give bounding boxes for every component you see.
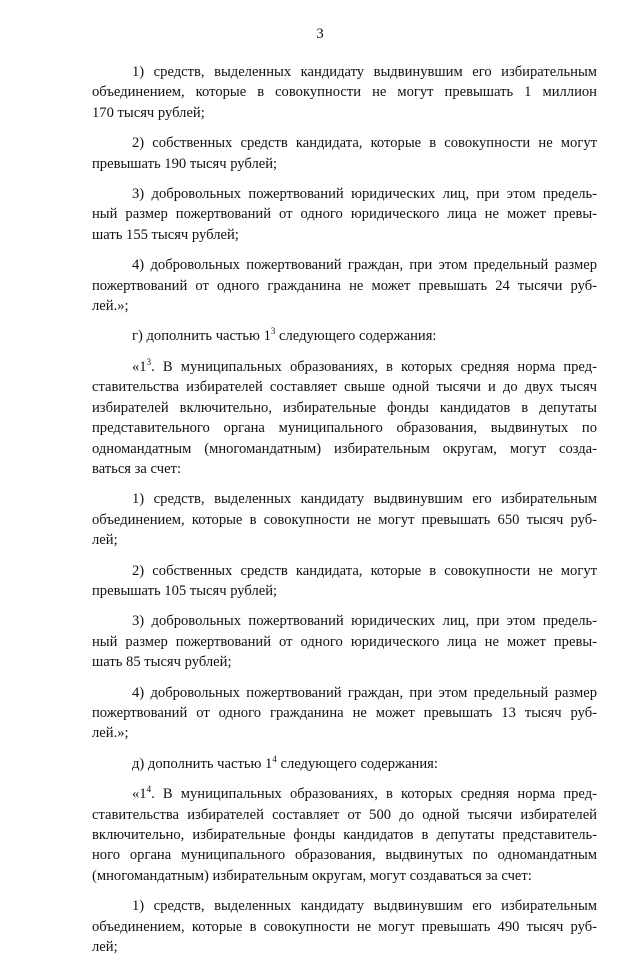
text-line: ставительства избирателей составляет свыше одной тысячи и до двух тысяч [92,379,597,396]
paragraph [92,754,597,774]
text-line: лей.»; [92,725,129,742]
text-line [92,754,597,774]
paragraph [92,683,597,744]
text-line: 170 тысяч рублей; [92,104,205,121]
page-number: 3 [316,26,324,42]
text-line: 3) добровольных пожертвований юридических лиц, при этом предель- [132,186,597,203]
text-run: «1 [132,358,147,375]
text-line [92,784,597,804]
text-line: пожертвований от одного гражданина не может превышать 13 тысяч руб- [92,704,597,721]
text-line: шать 85 тысяч рублей; [92,654,232,671]
text-line: 3) добровольных пожертвований юридических лиц, при этом предель- [132,613,597,630]
text-line: 1) средств, выделенных кандидату выдвинувшим его избирательным [132,64,597,80]
paragraph [92,896,597,957]
text-line: ного органа муниципального образования, выдвинутых по одномандатным [92,847,597,864]
document-body [92,62,597,967]
text-line: лей.»; [92,298,129,315]
text-line: 4) добровольных пожертвований граждан, при этом предельный размер [132,257,597,274]
text-line [92,357,597,377]
paragraph [92,611,597,672]
text-line: 1) средств, выделенных кандидату выдвинувшим его избирательным [132,898,597,915]
text-line: объединением, которые в совокупности не могут превышать 1 миллион [92,84,597,101]
superscript: 3 [270,326,276,337]
text-run: . В муниципальных образованиях, в которых средняя норма пред- [151,786,597,803]
text-line: ставительства избирателей составляет от 500 до одной тысячи избирателей [92,806,597,823]
text-line: одномандатным (многомандатным) избирательным округам, могут созда- [92,440,597,457]
text-line: шать 155 тысяч рублей; [92,226,239,243]
text-line [92,326,597,346]
text-line: превышать 105 тысяч рублей; [92,582,278,599]
paragraph [92,561,597,602]
text-line: избирателей включительно, избирательные фонды кандидатов в депутаты [92,399,597,416]
paragraph [92,357,597,479]
text-line: превышать 190 тысяч рублей; [92,155,278,172]
superscript: 4 [272,753,277,764]
text-line: лей; [92,532,118,549]
text-run: следующего содержания: [276,755,438,772]
paragraph [92,62,597,123]
paragraph [92,784,597,886]
text-run: следующего содержания: [275,328,437,345]
text-line: ваться за счет: [92,460,181,477]
text-line: представительного органа муниципального образования, выдвинутых по [92,420,597,437]
paragraph [92,489,597,550]
paragraph [92,255,597,316]
paragraph [92,184,597,245]
text-run: г) дополнить частью 1 [132,328,271,345]
text-line: 4) добровольных пожертвований граждан, при этом предельный размер [132,684,597,701]
text-line: 2) собственных средств кандидата, которые в совокупности не могут [132,562,597,579]
paragraph [92,133,597,174]
paragraph [92,326,597,346]
text-line: включительно, избирательные фонды кандидатов в депутаты представитель- [92,827,597,843]
text-line: ный размер пожертвований от одного юридического лица не может превы- [92,633,597,650]
text-line: (многомандатным) избирательным округам, могут создаваться за счет: [92,867,532,884]
text-line: пожертвований от одного гражданина не может превышать 24 тысячи руб- [92,277,597,294]
text-run: «1 [132,786,147,803]
text-line: 1) средств, выделенных кандидату выдвинувшим его избирательным [132,491,597,508]
text-line: объединением, которые в совокупности не могут превышать 490 тысяч руб- [92,918,597,935]
superscript: 3 [146,357,152,368]
text-line: ный размер пожертвований от одного юридического лица не может превы- [92,206,597,223]
superscript: 4 [146,784,152,795]
text-run: . В муниципальных образованиях, в которых средняя норма пред- [151,358,597,375]
text-line: лей; [92,939,118,956]
text-run: д) дополнить частью 1 [132,755,273,772]
text-line: 2) собственных средств кандидата, которые в совокупности не могут [132,135,597,152]
text-line: объединением, которые в совокупности не могут превышать 650 тысяч руб- [92,511,597,528]
